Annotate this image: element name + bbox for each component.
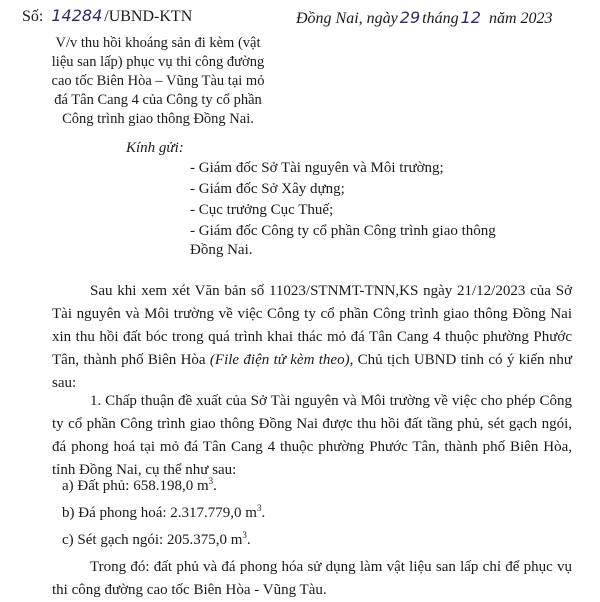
item-b-end: . [261, 505, 266, 521]
intro-end: , Chủ tịch UBND tỉnh có ý kiến như sau: [52, 352, 572, 391]
closing-text: Trong đó: đất phủ và đá phong hóa sử dụng làm vật liệu san lấp chỉ để phục vụ thi công đường cao tốc Biên Hòa - Vũng Tàu. [52, 559, 572, 598]
recipient-item: - Giám đốc Công ty cổ phần Công trình giao thông [190, 223, 496, 239]
intro-italic: (File điện tử kèm theo) [209, 352, 350, 368]
subject-line: cao tốc Biên Hòa – Vũng Tàu tại mỏ [51, 73, 265, 89]
item-c-end: . [246, 532, 251, 548]
month-label: tháng [422, 10, 459, 27]
place-date [296, 8, 553, 28]
year-label: năm 2023 [488, 10, 553, 27]
intro-text: Sau khi xem xét Văn bản số 11023/STNMT-TNN,KS ngày 21/12/2023 của Sở Tài nguyên và Môi trường về việc Công ty cổ phần Công trình giao thông Đồng Nai xin thu hồi đất bóc trong quá trình khai thác mỏ đá Tân Cang 4 thuộc phường Phước Tân, thành phố Biên Hòa [52, 283, 572, 368]
so-number-handwritten: 14284 [51, 6, 103, 25]
subject-line: liệu san lấp) phục vụ thi công đường [51, 54, 265, 70]
item-b-sup: 3 [256, 503, 262, 513]
recipients-list [190, 159, 496, 260]
subject-line: V/v thu hồi khoáng sản đi kèm (vật [55, 35, 261, 51]
recipient-item: - Giám đốc Sở Tài nguyên và Môi trường; [190, 160, 444, 176]
recipient-item: Đồng Nai. [190, 242, 253, 258]
place-label: Đồng Nai, ngày [296, 10, 398, 27]
subject-line: Công trình giao thông Đồng Nai. [62, 111, 254, 127]
item-b-label: b) Đá phong hoá: 2.317.779,0 m [62, 505, 257, 521]
subject-block [38, 34, 278, 129]
recipient-item: - Cục trưởng Cục Thuế; [190, 202, 334, 218]
item-b [62, 505, 265, 522]
item-a-sup: 3 [208, 476, 214, 486]
recipient-item: - Giám đốc Sở Xây dựng; [190, 181, 345, 197]
closing-paragraph [52, 556, 572, 602]
subject-line: đá Tân Cang 4 của Công ty cổ phần [54, 92, 262, 108]
recipients-label: Kính gửi: [126, 140, 184, 156]
item-c-label: c) Sét gạch ngói: 205.375,0 m [62, 532, 243, 548]
point-1-text: 1. Chấp thuận đề xuất của Sở Tài nguyên và Môi trường về việc cho phép Công ty cổ phần Công trình giao thông Đồng Nai được thu hồi đất tầng phủ, sét gạch ngói, đá phong hoá tại mỏ đá Tân Cang 4 thuộc phường Phước Tân, thành phố Biên Hòa, tỉnh Đồng Nai, cụ thể như sau: [52, 393, 572, 478]
month-handwritten: 12 [460, 8, 481, 27]
item-a-end: . [213, 478, 217, 494]
item-c [62, 532, 251, 549]
so-suffix: /UBND-KTN [104, 8, 193, 25]
intro-paragraph [52, 280, 572, 395]
day-handwritten: 29 [399, 8, 421, 27]
so-label: Số: [22, 8, 44, 25]
document-number [22, 6, 192, 26]
item-a-label: a) Đất phủ: 658.198,0 m [62, 478, 209, 494]
item-c-sup: 3 [242, 530, 247, 540]
point-1-paragraph [52, 390, 572, 482]
item-a [62, 478, 217, 495]
